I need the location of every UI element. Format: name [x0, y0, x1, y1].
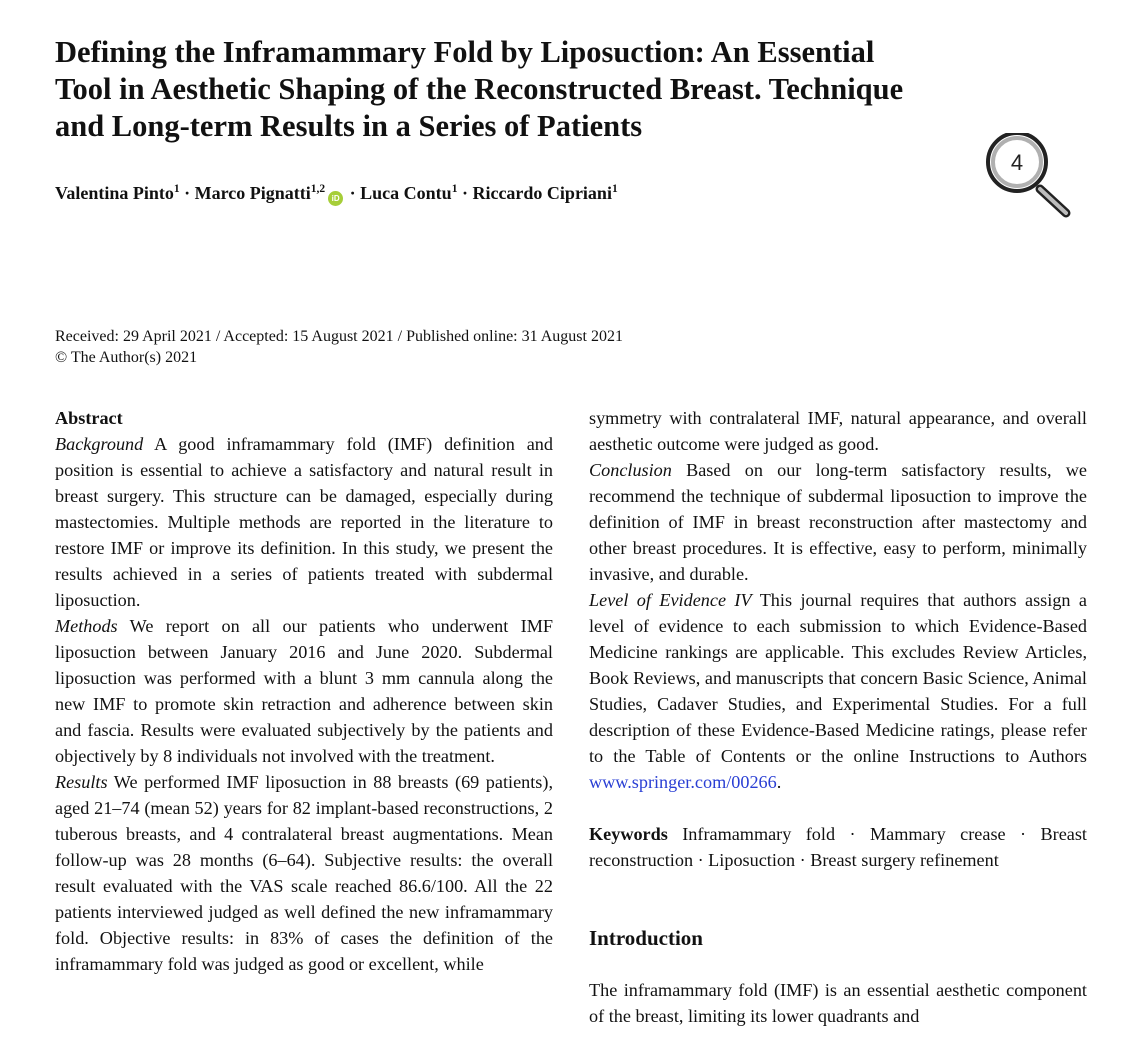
introduction-heading: Introduction — [589, 926, 703, 950]
author-name[interactable]: Marco Pignatti — [194, 183, 311, 203]
results-text: We performed IMF liposuction in 88 breasts (69 patients), aged 21–74 (mean 52) years for 82 implant-based reconstructions, 2 tuberous breasts, and 4 contralateral breast augmentations. Mean follow-up was 28 months (6–64). Subjective results: the overall result evaluated with the VAS scale reached 86.6/100. All the 22 patients interviewed judged as well defined the new inframammary fold. Objective results: in 83% of cases the definition of the inframammary fold was judged as good or excellent, while — [55, 772, 553, 974]
author-name[interactable]: Luca Contu — [360, 183, 452, 203]
title-line: Defining the Inframammary Fold by Liposuction: An Essential — [55, 35, 875, 69]
methods-label: Methods — [55, 616, 118, 636]
results-label: Results — [55, 772, 108, 792]
introduction-text: The inframammary fold (IMF) is an essential aesthetic component of the breast, limiting its lower quadrants and — [589, 980, 1087, 1026]
keywords — [589, 821, 1087, 873]
abstract-methods — [55, 613, 553, 769]
abstract-heading: Abstract — [55, 408, 123, 428]
abstract-background — [55, 431, 553, 613]
dates-line: Received: 29 April 2021 / Accepted: 15 August 2021 / Published online: 31 August 2021 — [55, 328, 623, 345]
author-affiliation: 1 — [451, 183, 458, 195]
evidence-label: Level of Evidence IV — [589, 590, 752, 610]
abstract-conclusion — [589, 457, 1087, 587]
abstract-right-column — [589, 405, 1087, 1029]
title-line: Tool in Aesthetic Shaping of the Reconstructed Breast. Technique — [55, 72, 904, 106]
author-list: Valentina Pinto$^1$ · Marco Pignatti$^{1,2}$iD · Luca Contu$^1$ · Riccardo Cipriani$^1$ — [55, 183, 618, 206]
methods-text: We report on all our patients who underwent IMF liposuction between January 2016 and June 2020. Subdermal liposuction was performed with a blunt 3 mm cannula along the new IMF to promote skin retraction and adherence between skin and fascia. Results were evaluated subjectively by the patients and objectively by 8 individuals not involved with the treatment. — [55, 616, 553, 766]
springer-link[interactable]: www.springer.com/00266 — [589, 772, 777, 792]
results-continued: symmetry with contralateral IMF, natural appearance, and overall aesthetic outcome were judged as good. — [589, 408, 1087, 454]
copyright-line: © The Author(s) 2021 — [55, 349, 198, 366]
author-affiliation: 1 — [173, 183, 180, 195]
abstract-evidence: Level of Evidence IV This journal requires that authors assign a level of evidence to each submission to which Evidence-Based Medicine rankings are applicable. This excludes Review Articles, Book Reviews, and manuscripts that concern Basic Science, Animal Studies, Cadaver Studies, and Experimental Studies. For a full description of these Evidence-Based Medicine ratings, please refer to the Table of Contents or the online Instructions to Authors www.springer.com/00266. — [589, 590, 1087, 792]
conclusion-text: Based on our long-term satisfactory results, we recommend the technique of subdermal liposuction to improve the definition of IMF in breast reconstruction after mastectomy and other breast procedures. It is effective, easy to perform, minimally invasive, and durable. — [589, 460, 1087, 584]
background-label: Background — [55, 434, 144, 454]
badge-number: 4 — [1010, 150, 1024, 175]
author-affiliation: 1 — [611, 183, 618, 195]
keywords-heading: Keywords — [589, 824, 668, 844]
background-text: A good inframammary fold (IMF) definition and position is essential to achieve a satisfactory and natural result in breast surgery. This structure can be damaged, especially during mastectomies. Multiple methods are reported in the literature to restore IMF or improve its definition. In this study, we present the results achieved in a series of patients treated with subdermal liposuction. — [55, 434, 553, 610]
abstract-results — [55, 769, 553, 977]
orcid-icon[interactable]: iD — [328, 191, 343, 206]
magnifier-icon — [982, 133, 1074, 225]
article-title — [55, 34, 1035, 145]
publication-dates — [55, 326, 623, 368]
abstract-left-column — [55, 405, 553, 977]
author-name[interactable]: Riccardo Cipriani — [472, 183, 612, 203]
author-name[interactable]: Valentina Pinto — [55, 183, 174, 203]
keywords-text: Inframammary fold · Mammary crease · Breast reconstruction · Liposuction · Breast surgery refinement — [589, 824, 1087, 870]
title-line: and Long-term Results in a Series of Patients — [55, 109, 643, 143]
author-affiliation: 1,2 — [310, 183, 326, 195]
evidence-text: This journal requires that authors assign a level of evidence to each submission to which Evidence-Based Medicine rankings are applicable. This excludes Review Articles, Book Reviews, and manuscripts that concern Basic Science, Animal Studies, Cadaver Studies, and Experimental Studies. For a full description of these Evidence-Based Medicine ratings, please refer to the Table of Contents or the online Instructions to Authors — [589, 590, 1087, 766]
check-for-updates-magnifier-icon[interactable] — [982, 133, 1074, 225]
conclusion-label: Conclusion — [589, 460, 672, 480]
